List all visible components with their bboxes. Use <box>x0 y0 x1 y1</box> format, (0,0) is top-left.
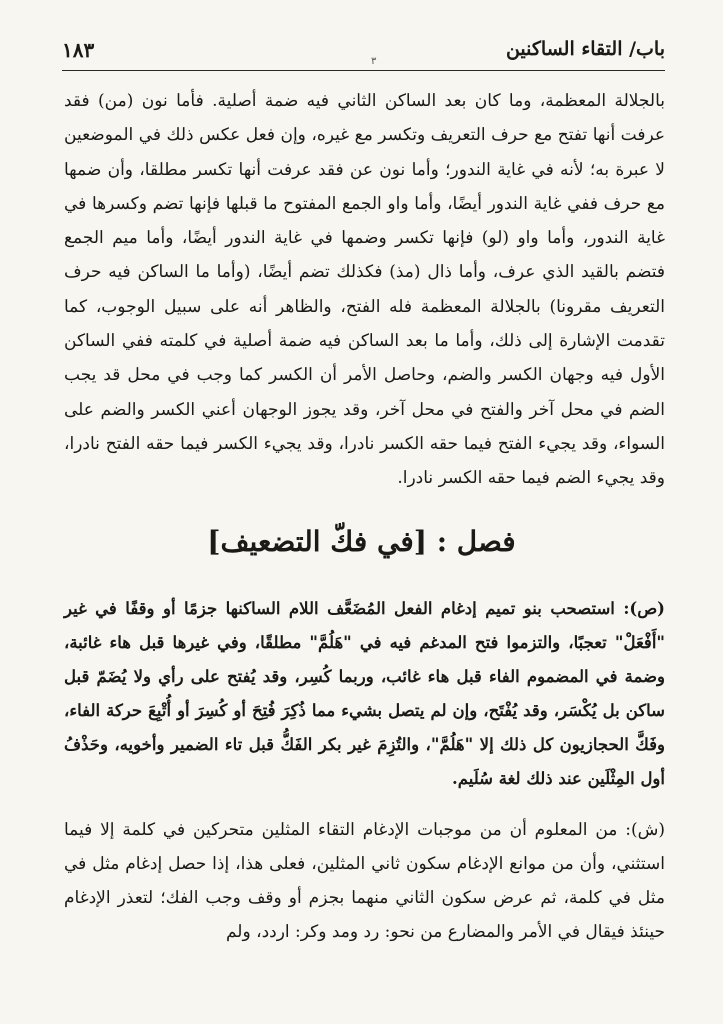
page-number: ١٨٣ <box>62 38 95 62</box>
margin-mark: ٣ <box>371 56 377 67</box>
body-paragraph-1 <box>64 84 665 496</box>
paragraph-text: بالجلالة المعظمة، وما كان بعد الساكن الثاني فيه ضمة أصلية. فأما نون (من) فقد عرفت أنها تفتح مع حرف التعريف وتكسر مع غيره، وإن فعل عكس ذلك في الموضعين لا عبرة به؛ لأنه في غاية الندور؛ وأما نون عن فقد عرفت أنها تكسر مطلقا، وأن ضمها مع حرف ففي غاية الندور أيضًا، وأما واو الجمع المفتوح ما قبلها فإنها تضم وكسرها في غاية الندور، وأما واو (لو) فإنها تكسر وضمها في غاية الندور أيضًا، وأما ميم الجمع فتضم بالقيد الذي عرف، وأما ذال (مذ) فكذلك تضم أيضًا، (وأما ما الساكن فيه حرف التعريف مقرونا) بالجلالة المعظمة فله الفتح، والظاهر أنه على سبيل الوجوب، كما تقدمت الإشارة إلى ذلك، وأما ما بعد الساكن فيه ضمة أصلية في كلمته ففي الساكن الأول فيه وجهان الكسر والضم، وحاصل الأمر أن الكسر كما وجب في محل قد يجب الضم في محل آخر والفتح في محل آخر، وقد يجوز الوجهان أعني الكسر والضم على السواء، وقد يجيء الفتح فيما حقه الكسر نادرا، وقد يجيء الكسر فيما حقه الفتح نادرا، وقد يجيء الضم فيما حقه الكسر نادرا. <box>64 91 665 489</box>
paragraph-text: (ش): من المعلوم أن من موجبات الإدغام التقاء المثلين متحركين في كلمة إلا فيما استثني، وأن من موانع الإدغام سكون ثاني المثلين، فعلى هذا، إذا حصل إدغام مثل في مثل في كلمة، ثم عرض سكون الثاني منهما بجزم أو وقف وجب الفك؛ لتعذر الإدغام حينئذ فيقال في الأمر والمضارع من نحو: رد ومد وكر: اردد، ولم <box>64 820 665 942</box>
matn-paragraph <box>64 592 665 796</box>
paragraph-text: (ص): استصحب بنو تميم إدغام الفعل المُضَعَّف اللام الساكنها جزمًا أو وقفًا في غير "أَفْعَلْ" تعجبًا، والتزموا فتح المدغم فيه في "هَلُمَّ" مطلقًا، وفي غيرها قبل هاء غائبة، وضمة في المضموم الفاء قبل هاء غائب، وربما كُسِر، وقد يُفتح على رأي ولا يُضَمّ قبل ساكن بل يُكْسَر، وقد يُفْتَح، وإن لم يتصل بشيء مما ذُكِرَ فُتِحَ أو كُسِرَ أو أُتْبِعَ حركة الفاء، وفَكَّ الحجازيون كل ذلك إلا "هَلُمَّ"، والتُزِمَ غير بكر الفَكُّ قبل تاء الضمير وأخويه، وحَذْفُ أول المِثْلَين عند ذلك لغة سُلَيم. <box>64 599 665 788</box>
sharh-paragraph <box>64 813 665 949</box>
running-header <box>62 34 665 71</box>
section-heading: فصل : [في فكّ التضعيف] <box>207 525 516 558</box>
chapter-title: باب/ التقاء الساكنين <box>505 38 665 60</box>
